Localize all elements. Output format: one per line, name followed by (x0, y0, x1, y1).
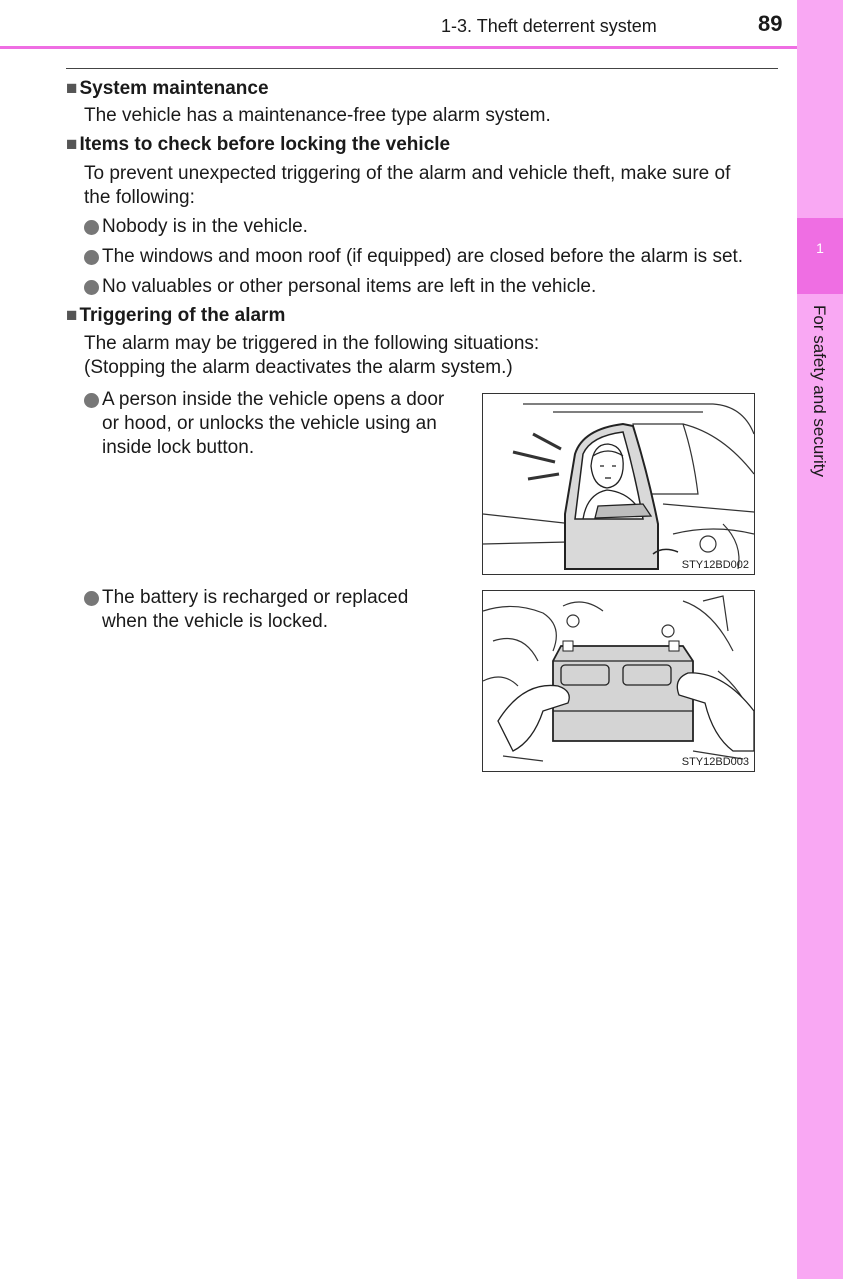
square-bullet-icon: ■ (66, 305, 78, 326)
section-title: 1-3. Theft deterrent system (441, 16, 657, 36)
list-item: The windows and moon roof (if equipped) are closed before the alarm is set. (84, 245, 743, 269)
paragraph: To prevent unexpected triggering of the alarm and vehicle theft, make sure of the following: (84, 163, 731, 208)
bullet-dot-icon (84, 591, 99, 606)
figure-battery (482, 590, 755, 772)
bullet-dot-icon (84, 393, 99, 408)
chapter-title-text: For safety and security (810, 305, 829, 477)
battery-illustration (483, 591, 754, 771)
chapter-number: 1 (816, 240, 824, 256)
bullet-dot-icon (84, 280, 99, 295)
divider (66, 68, 778, 69)
side-band (797, 0, 843, 1279)
figure-code: STY12BD003 (681, 756, 749, 768)
chapter-title (797, 305, 843, 505)
door-illustration (483, 394, 754, 574)
paragraph: The vehicle has a maintenance-free type alarm system. (84, 105, 551, 126)
heading-items-to-check: ■ Items to check before locking the vehicle (66, 134, 451, 155)
figure-door-opening (482, 393, 755, 575)
bullet-dot-icon (84, 220, 99, 235)
square-bullet-icon: ■ (66, 134, 78, 155)
bullet-dot-icon (84, 250, 99, 265)
square-bullet-icon: ■ (66, 78, 78, 99)
paragraph: The alarm may be triggered in the following situations: (Stopping the alarm deactivates the alarm system.) (84, 333, 540, 378)
chapter-tab[interactable] (797, 218, 843, 294)
figure-code: STY12BD002 (681, 559, 749, 571)
list-item: The battery is recharged or replaced when the vehicle is locked. (84, 586, 464, 634)
header-line (0, 46, 797, 49)
heading-system-maintenance: ■ System maintenance (66, 78, 269, 99)
list-item: No valuables or other personal items are left in the vehicle. (84, 275, 596, 299)
list-item: A person inside the vehicle opens a door or hood, or unlocks the vehicle using an inside lock button. (84, 388, 464, 460)
list-item: Nobody is in the vehicle. (84, 215, 308, 239)
heading-triggering: ■ Triggering of the alarm (66, 305, 286, 326)
page-number: 89 (758, 11, 783, 36)
